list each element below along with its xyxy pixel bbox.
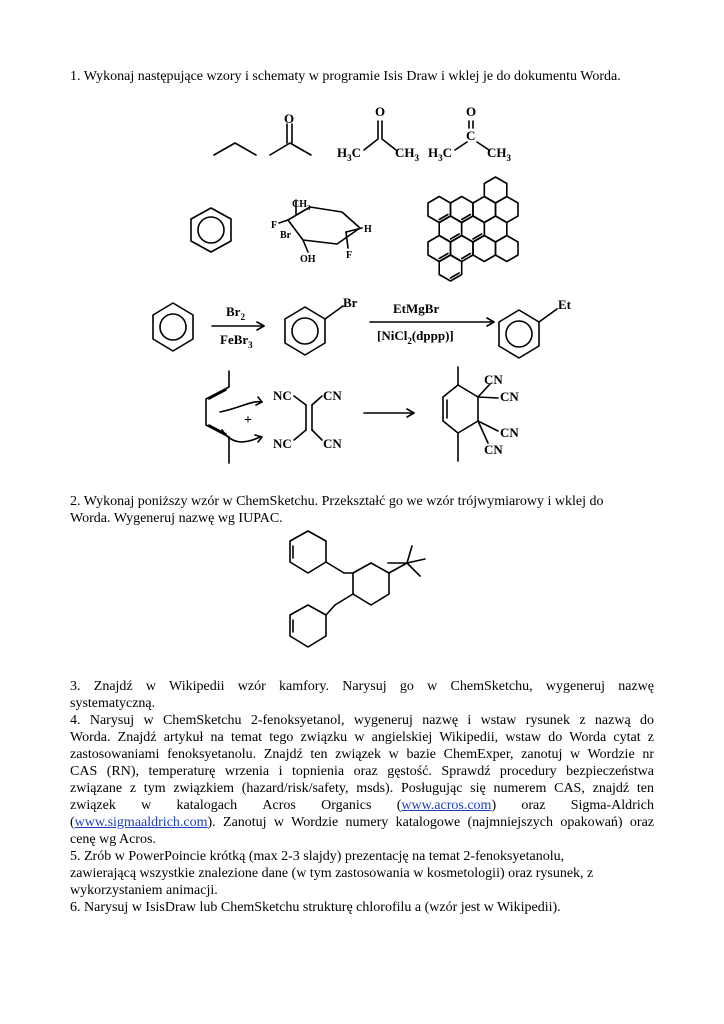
task5-line2: zawierającą wszystkie znalezione dane (w tym zastosowania w kosmetologii) oraz rysunek, z: [70, 866, 594, 881]
t4l7-paren: (: [70, 815, 75, 830]
t4l6-w1: związek: [70, 798, 116, 813]
h3c-label-2: $H_3C$: [428, 145, 453, 163]
oxygen-label: O: [375, 104, 386, 119]
t4l7-rest: ). Zanotuj w Wordzie numery katalogowe (najmniejszych opakowań) oraz: [207, 815, 654, 830]
acetone-oxygen-label: O: [284, 111, 295, 126]
bromobenzene-br-label: Br: [343, 295, 358, 310]
reagent-br2: $Br_2$: [226, 304, 245, 322]
ethylbenzene: [499, 297, 572, 358]
tcne-cn-top: CN: [323, 388, 342, 403]
pah-ring: [496, 236, 519, 262]
task4-line3: zastosowaniami fenoksyetanolu. Znajdź ten związek w bazie ChemExper, zanotuj w Wordzie nr: [70, 747, 654, 762]
plus-sign: +: [244, 413, 252, 428]
task2-heading-line1: 2. Wykonaj poniższy wzór w ChemSketchu. Przekształć go we wzór trójwymiarowy i wklej do: [70, 494, 604, 509]
cyclohexane-chair: [271, 199, 372, 265]
acetone-condensed-2: [428, 104, 512, 163]
task4-line7: [70, 814, 654, 831]
polycyclic-aromatic: [428, 177, 518, 281]
task2-heading-line2: Worda. Wygeneruj nazwę wg IUPAC.: [70, 511, 283, 526]
acetone-skeletal: [270, 143, 311, 155]
arrow-2: [370, 318, 494, 326]
diels-alder-product: [443, 367, 519, 461]
task4-line6: [70, 797, 654, 814]
tcne-nc-top: NC: [273, 388, 292, 403]
ch3-label-2: $CH_3$: [487, 145, 511, 163]
reagent-febr3: FeBr$_3$: [220, 332, 253, 350]
chair-ch3-label: $CH_3$: [292, 199, 311, 212]
arrow-3: [364, 409, 414, 417]
tcne-cn-bottom: CN: [323, 436, 342, 451]
product-cn-2: CN: [500, 389, 519, 404]
task5-line3: wykorzystaniem animacji.: [70, 883, 218, 898]
chair-oh-label: OH: [300, 254, 316, 265]
task4-line5: związane z tym związkiem (hazard/risk/safety, msds). Posługując się numerem CAS, znajdź ten: [70, 781, 654, 796]
t4l6-w5: Organics: [321, 798, 372, 813]
diene: [206, 371, 262, 463]
pah-ring: [473, 236, 496, 262]
t4l6-w4: Acros: [262, 798, 296, 813]
product-cn-1: CN: [484, 372, 503, 387]
chair-br-label: Br: [280, 230, 292, 241]
task4-line4: CAS (RN), temperaturę wrzenia i topnienia oraz gęstość. Sprawdź procedury bezpieczeństwa: [70, 764, 654, 779]
tetracyanoethylene: [273, 388, 342, 451]
pah-ring: [484, 177, 507, 203]
oxygen-label-2: O: [466, 104, 477, 119]
task5-line1: 5. Zrób w PowerPoincie krótką (max 2-3 slajdy) prezentację na temat 2-fenoksyetanolu,: [70, 849, 565, 864]
t4l6-w3: katalogach: [176, 798, 238, 813]
chair-f-label: F: [271, 220, 278, 231]
product-cn-4: CN: [484, 442, 503, 457]
task3-line2: systematyczną.: [70, 696, 156, 711]
task3-line1: 3. Znajdź w Wikipedii wzór kamfory. Narysuj go w ChemSketchu, wygeneruj nazwę: [70, 679, 654, 694]
benzene-reactant: [153, 303, 193, 351]
task6-line1: 6. Narysuj w IsisDraw lub ChemSketchu strukturę chlorofilu a (wzór jest w Wikipedii).: [70, 900, 561, 915]
t4l6-w6: oraz: [521, 798, 546, 813]
tcne-nc-bottom: NC: [273, 436, 292, 451]
t4l6-w7: Sigma-Aldrich: [570, 798, 654, 813]
acetone-condensed-1: [337, 104, 420, 163]
product-cn-3: CN: [500, 425, 519, 440]
task1-heading: 1. Wykonaj następujące wzory i schematy w programie Isis Draw i wklej je do dokumentu Worda.: [70, 69, 621, 84]
t4l6-w2: w: [141, 798, 152, 813]
benzene-ring: [191, 208, 231, 252]
h3c-label: $H_3C$: [337, 145, 362, 163]
carbon-label: C: [466, 128, 476, 143]
sigma-link[interactable]: www.sigmaaldrich.com: [74, 815, 208, 830]
reagent-nicl2: [NiCl$_2$(dppp)]: [377, 328, 454, 346]
t4l6-link-wrap: (www.acros.com): [396, 798, 497, 813]
task4-line1: 4. Narysuj w ChemSketchu 2-fenoksyetanol, wygeneruj nazwę i wstaw rysunek z nazwą do: [70, 713, 654, 728]
ethylbenzene-et-label: Et: [558, 297, 571, 312]
bromobenzene: [285, 295, 358, 355]
chair-f2-label: F: [346, 250, 353, 261]
ch3-label: $CH_3$: [395, 145, 419, 163]
task4-line2: Worda. Znajdź artykuł na temat tego związku w angielskiej Wikipedii, wstaw do Worda cytat z: [70, 730, 654, 745]
reagent-etmgbr: EtMgBr: [393, 301, 440, 316]
task4-line8: cenę wg Acros.: [70, 832, 156, 847]
chair-h-label: H: [364, 224, 372, 235]
propane-skeletal: [214, 143, 256, 155]
acros-link[interactable]: www.acros.com: [401, 798, 492, 813]
arrow-1: [212, 322, 264, 330]
task2-structure: [290, 531, 425, 647]
